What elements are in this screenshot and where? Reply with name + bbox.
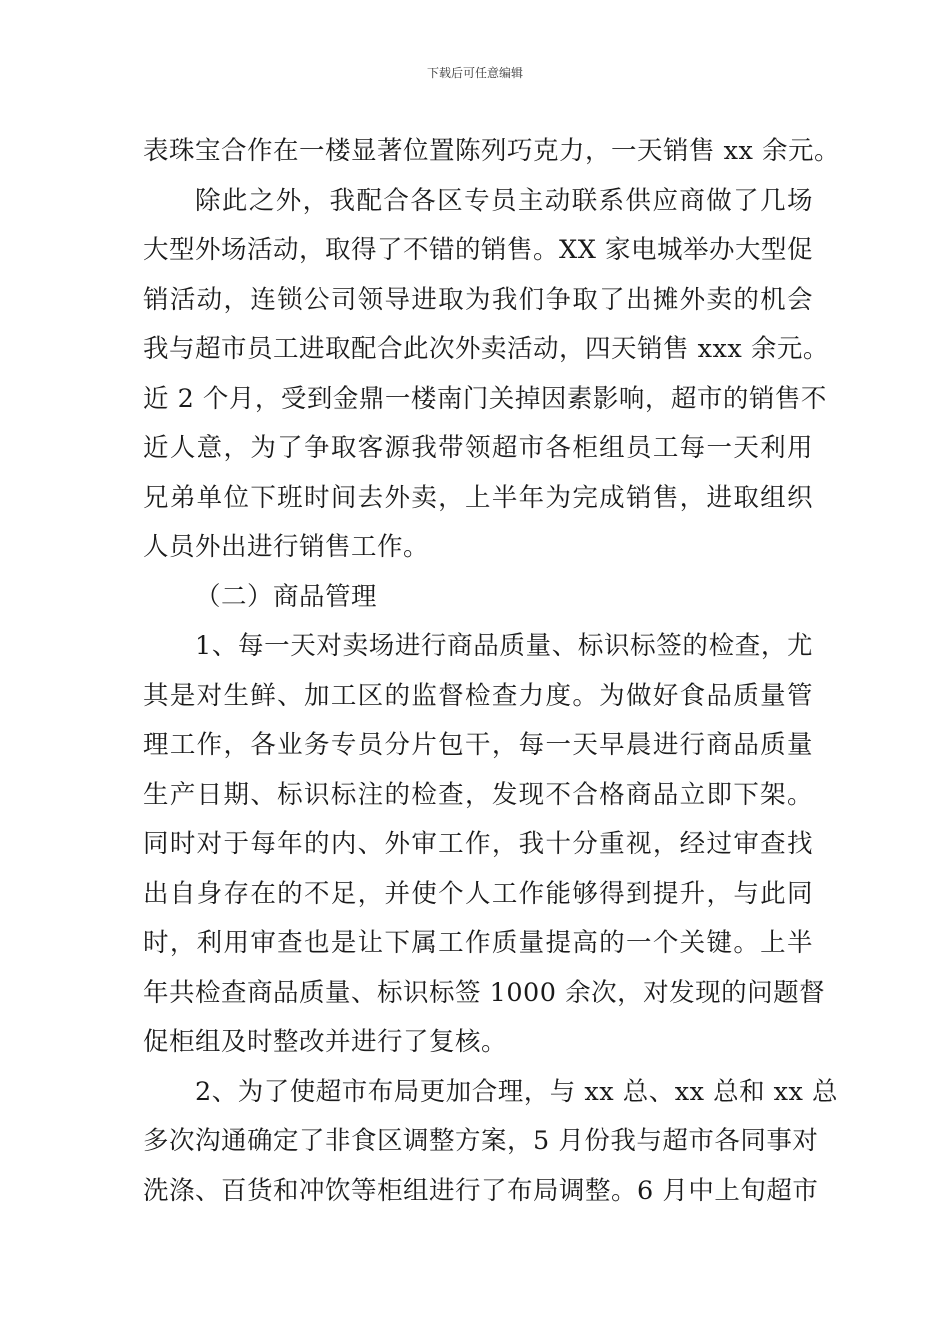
page-header: 下载后可任意编辑 [426, 66, 523, 80]
paragraph-first-line: 1、每一天对卖场进行商品质量、标识标签的检查，尤 [195, 631, 813, 661]
text-line: 生产日期、标识标注的检查，发现不合格商品立即下架。 [143, 779, 813, 810]
text-line: 大型外场活动，取得了不错的销售。XX 家电城举办大型促 [143, 235, 813, 265]
text-line: 理工作，各业务专员分片包干，每一天早晨进行商品质量 [143, 730, 813, 760]
paragraph-first-line: 2、为了使超市布局更加合理，与 xx 总、xx 总和 xx 总 [195, 1076, 839, 1107]
section-heading: （二）商品管理 [195, 581, 378, 612]
text-line: 我与超市员工进取配合此次外卖活动，四天销售 xxx 余元。 [143, 334, 829, 364]
text-line: 近 2 个月，受到金鼎一楼南门关掉因素影响，超市的销售不 [143, 383, 827, 414]
text-line: 多次沟通确定了非食区调整方案，5 月份我与超市各同事对 [143, 1126, 819, 1156]
text-line: 兄弟单位下班时间去外卖，上半年为完成销售，进取组织 [143, 482, 813, 513]
text-line: 促柜组及时整改并进行了复核。 [143, 1027, 508, 1057]
document-body [143, 127, 840, 1216]
text-line: 近人意，为了争取客源我带领超市各柜组员工每一天利用 [143, 433, 813, 463]
text-line: 表珠宝合作在一楼显著位置陈列巧克力，一天销售 xx 余元。 [143, 136, 840, 166]
text-line: 时，利用审查也是让下属工作质量提高的一个关键。上半 [143, 928, 813, 958]
text-line: 同时对于每年的内、外审工作，我十分重视，经过审查找 [143, 829, 813, 859]
text-line: 年共检查商品质量、标识标签 1000 余次，对发现的问题督 [143, 977, 826, 1008]
text-line: 出自身存在的不足，并使个人工作能够得到提升，与此同 [143, 878, 813, 909]
text-line: 人员外出进行销售工作。 [143, 532, 430, 562]
text-line: 其是对生鲜、加工区的监督检查力度。为做好食品质量管 [143, 680, 813, 711]
text-line: 销活动，连锁公司领导进取为我们争取了出摊外卖的机会 [143, 284, 813, 315]
paragraph-first-line: 除此之外，我配合各区专员主动联系供应商做了几场 [195, 185, 813, 216]
text-line: 洗涤、百货和冲饮等柜组进行了布局调整。6 月中上旬超市 [143, 1175, 819, 1206]
